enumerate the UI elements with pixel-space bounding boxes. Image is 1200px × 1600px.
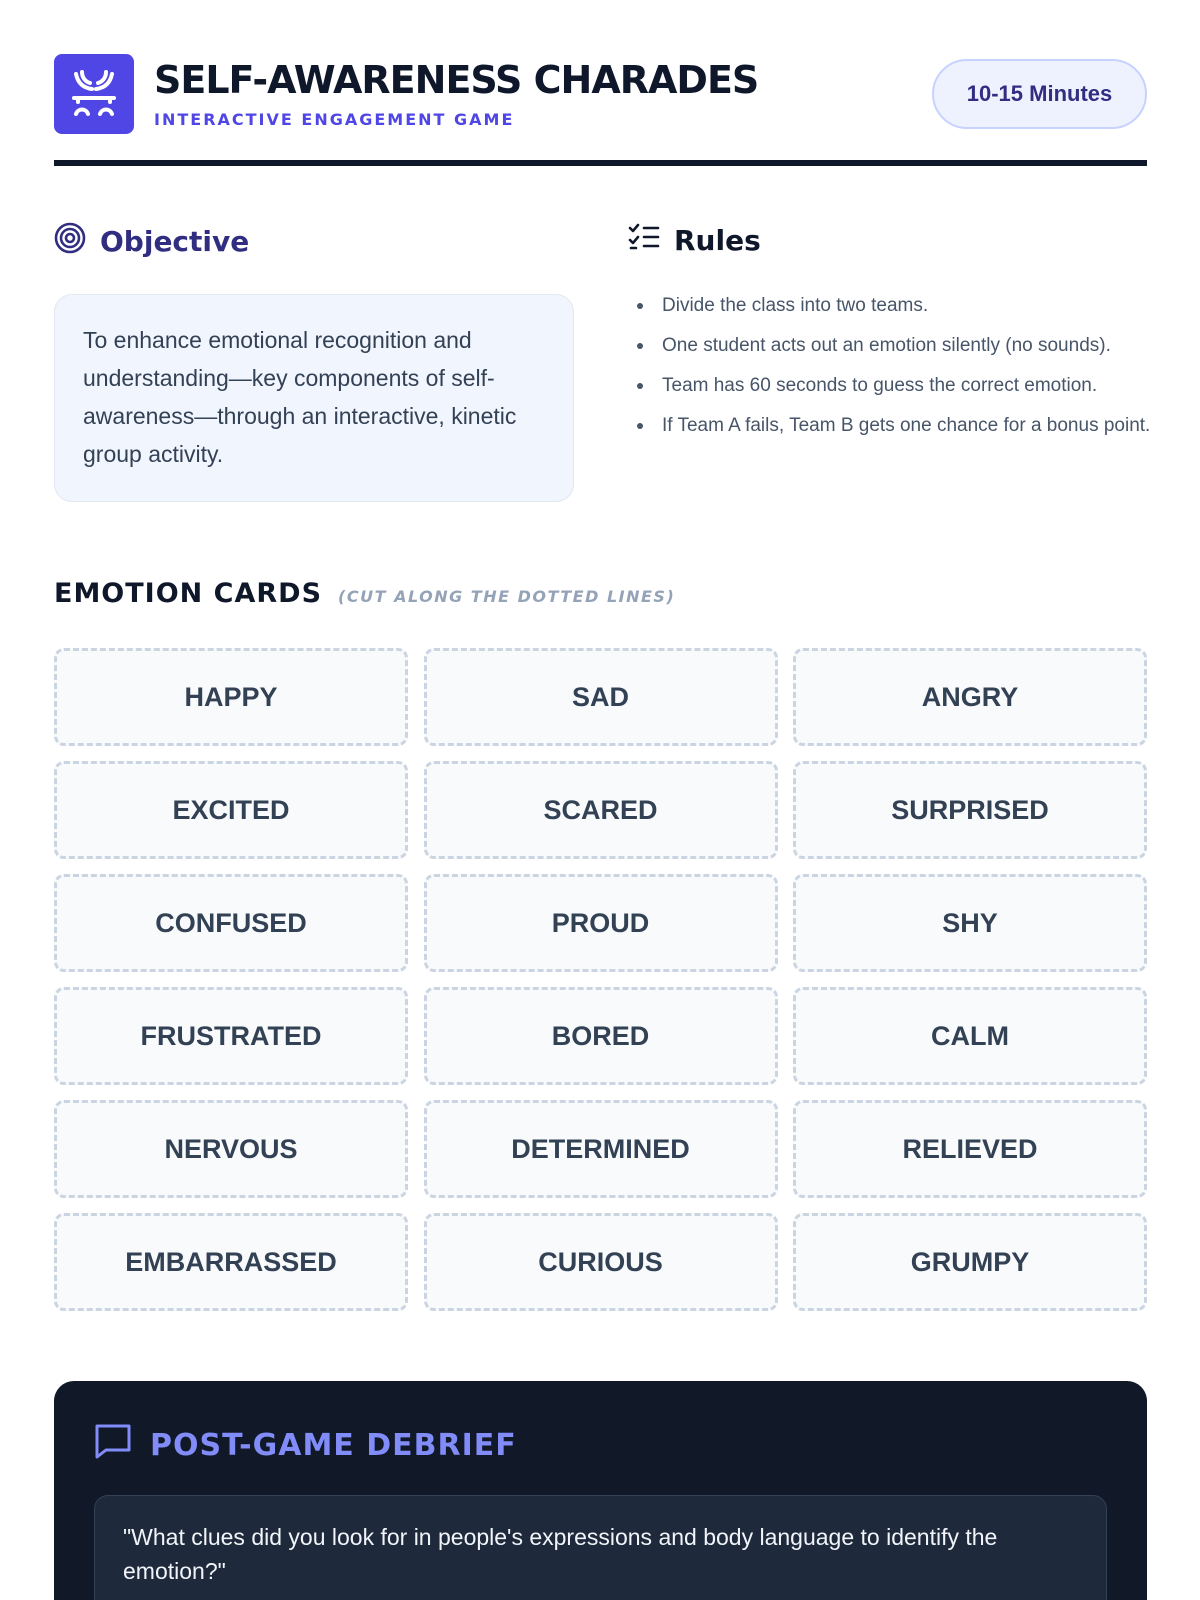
objective-heading-label: Objective bbox=[100, 225, 250, 258]
rule-item: If Team A fails, Team B gets one chance for a bonus point. bbox=[634, 412, 1154, 439]
emotion-card: RELIEVED bbox=[793, 1100, 1147, 1198]
rules-heading-label: Rules bbox=[674, 224, 761, 257]
page-header bbox=[54, 54, 1147, 134]
emotion-card: FRUSTRATED bbox=[54, 987, 408, 1085]
objective-heading bbox=[54, 222, 249, 261]
emotion-card: NERVOUS bbox=[54, 1100, 408, 1198]
duration-badge: 10-15 Minutes bbox=[932, 59, 1147, 129]
emotion-card: BORED bbox=[424, 987, 778, 1085]
emotion-card: HAPPY bbox=[54, 648, 408, 746]
emotion-card: ANGRY bbox=[793, 648, 1147, 746]
emotion-cards-title: EMOTION CARDS bbox=[54, 578, 323, 609]
debrief-question: "What clues did you look for in people's expressions and body language to identify the emotion?" bbox=[94, 1495, 1107, 1600]
emotion-card: CONFUSED bbox=[54, 874, 408, 972]
checklist-icon bbox=[628, 222, 660, 259]
emotion-cards-grid bbox=[54, 648, 1147, 1311]
emotion-card: SHY bbox=[793, 874, 1147, 972]
objective-box bbox=[54, 294, 574, 502]
header-divider bbox=[54, 160, 1147, 166]
target-icon bbox=[54, 222, 86, 261]
debrief-heading bbox=[94, 1423, 517, 1467]
debrief-heading-label: POST-GAME DEBRIEF bbox=[150, 1427, 517, 1463]
emotion-card: CALM bbox=[793, 987, 1147, 1085]
emotion-card: SCARED bbox=[424, 761, 778, 859]
emotion-cards-note: (CUT ALONG THE DOTTED LINES) bbox=[338, 587, 676, 606]
emotion-card: CURIOUS bbox=[424, 1213, 778, 1311]
emotion-card: DETERMINED bbox=[424, 1100, 778, 1198]
theater-masks-icon bbox=[54, 54, 134, 134]
rules-list bbox=[634, 292, 1154, 452]
rule-item: Team has 60 seconds to guess the correct emotion. bbox=[634, 372, 1154, 399]
rule-item: Divide the class into two teams. bbox=[634, 292, 1154, 319]
emotion-card: PROUD bbox=[424, 874, 778, 972]
chat-bubble-icon bbox=[94, 1423, 132, 1467]
emotion-cards-heading bbox=[54, 578, 675, 609]
emotion-card: SURPRISED bbox=[793, 761, 1147, 859]
objective-text: To enhance emotional recognition and understanding—key components of self-awareness—through an interactive, kinetic group activity. bbox=[83, 327, 517, 467]
page-subtitle: INTERACTIVE ENGAGEMENT GAME bbox=[154, 110, 515, 129]
emotion-card: EXCITED bbox=[54, 761, 408, 859]
rules-heading bbox=[628, 222, 761, 259]
emotion-card: EMBARRASSED bbox=[54, 1213, 408, 1311]
emotion-card: SAD bbox=[424, 648, 778, 746]
page-title: SELF-AWARENESS CHARADES bbox=[154, 58, 759, 102]
rule-item: One student acts out an emotion silently (no sounds). bbox=[634, 332, 1154, 359]
debrief-panel bbox=[54, 1381, 1147, 1600]
emotion-card: GRUMPY bbox=[793, 1213, 1147, 1311]
